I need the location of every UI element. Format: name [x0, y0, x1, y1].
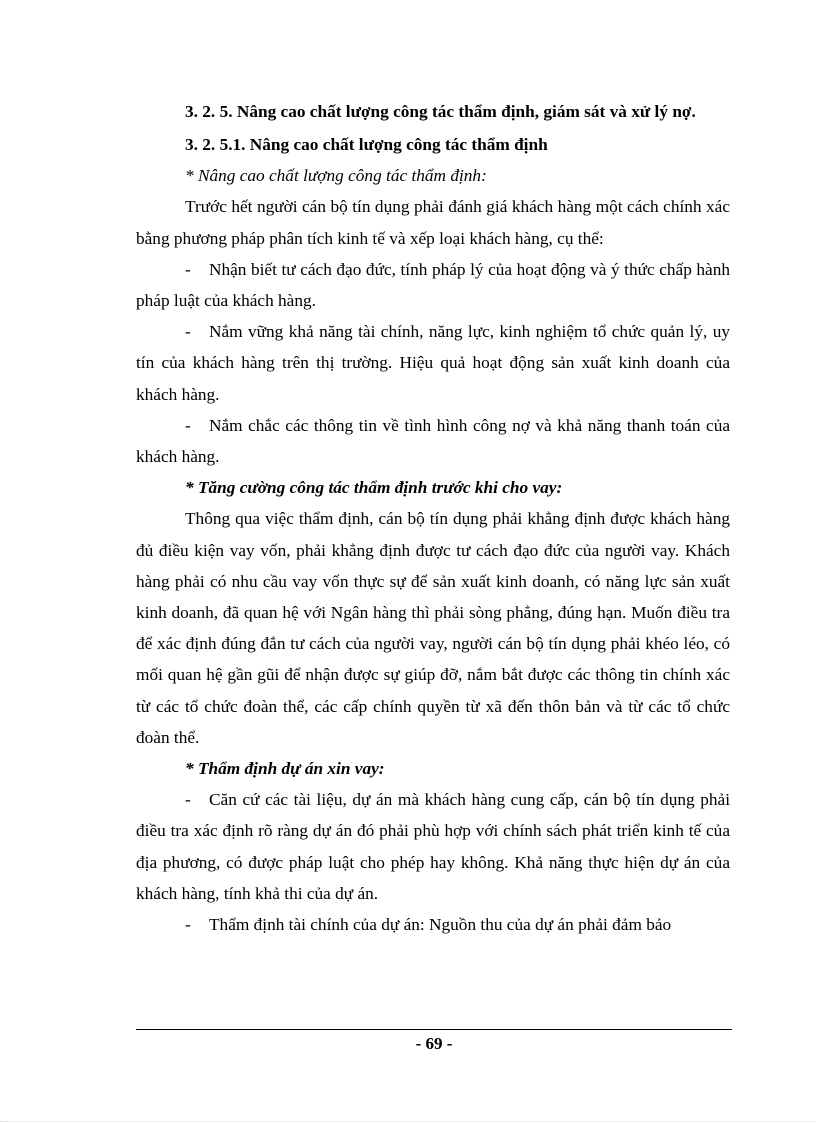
list-item — [136, 316, 730, 410]
list-item-text: Nắm vững khả năng tài chính, năng lực, kinh nghiệm tổ chức quản lý, uy tín của khách hàng trên thị trường. Hiệu quả hoạt động sản xuất kinh doanh của khách hàng. — [136, 322, 730, 404]
list-item-text: Thẩm định tài chính của dự án: Nguồn thu của dự án phải đảm bảo — [209, 915, 672, 935]
list-item — [136, 784, 730, 909]
bold-italic-subheading: * Tăng cường công tác thẩm định trước khi cho vay: — [185, 478, 563, 498]
bullet-marker: - — [185, 259, 191, 279]
section-heading: 3. 2. 5. Nâng cao chất lượng công tác thẩm định, giám sát và xử lý nợ. — [185, 102, 696, 121]
list-item — [136, 909, 730, 940]
list-item-text: Nắm chắc các thông tin về tình hình công nợ và khả năng thanh toán của khách hàng. — [136, 415, 730, 467]
list-item-text: Nhận biết tư cách đạo đức, tính pháp lý của hoạt động và ý thức chấp hành pháp luật của khách hàng. — [136, 259, 730, 311]
subsection-heading: 3. 2. 5.1. Nâng cao chất lượng công tác thẩm định — [185, 135, 548, 154]
paragraph-appraisal: Thông qua việc thẩm định, cán bộ tín dụng phải khẳng định được khách hàng đủ điều kiện vay vốn, phải khẳng định được tư cách đạo đức của người vay. Khách hàng phải có nhu cầu vay vốn thực sự để sản xuất kinh doanh, có năng lực sản xuất kinh doanh, đã quan hệ với Ngân hàng thì phải sòng phẳng, đúng hạn. Muốn điều tra để xác định đúng đắn tư cách của người vay, người cán bộ tín dụng phải khéo léo, có mối quan hệ gần gũi để nhận được sự giúp đỡ, nắm bắt được các thông tin chính xác từ các tổ chức đoàn thể, các cấp chính quyền từ xã đến thôn bản và từ các tổ chức đoàn thể. — [136, 509, 730, 747]
page-edge-divider — [0, 1121, 816, 1122]
bullet-marker: - — [185, 915, 191, 935]
bullet-marker: - — [185, 790, 191, 810]
page-number: - 69 - — [415, 1034, 453, 1053]
footer-divider — [136, 1029, 732, 1030]
list-item — [136, 410, 730, 472]
bullet-marker: - — [185, 415, 191, 435]
list-item — [136, 254, 730, 316]
paragraph-intro: Trước hết người cán bộ tín dụng phải đánh giá khách hàng một cách chính xác bằng phương pháp phân tích kinh tế và xếp loại khách hàng, cụ thể: — [136, 197, 730, 248]
bullet-marker: - — [185, 322, 191, 342]
italic-subheading: * Nâng cao chất lượng công tác thẩm định: — [185, 166, 487, 186]
page-content — [136, 90, 730, 940]
bold-italic-subheading: * Thẩm định dự án xin vay: — [185, 759, 385, 779]
list-item-text: Căn cứ các tài liệu, dự án mà khách hàng cung cấp, cán bộ tín dụng phải điều tra xác định rõ ràng dự án đó phải phù hợp với chính sách phát triển kinh tế của địa phương, có được pháp luật cho phép hay không. Khả năng thực hiện dự án của khách hàng, tính khả thi của dự án. — [136, 790, 730, 903]
